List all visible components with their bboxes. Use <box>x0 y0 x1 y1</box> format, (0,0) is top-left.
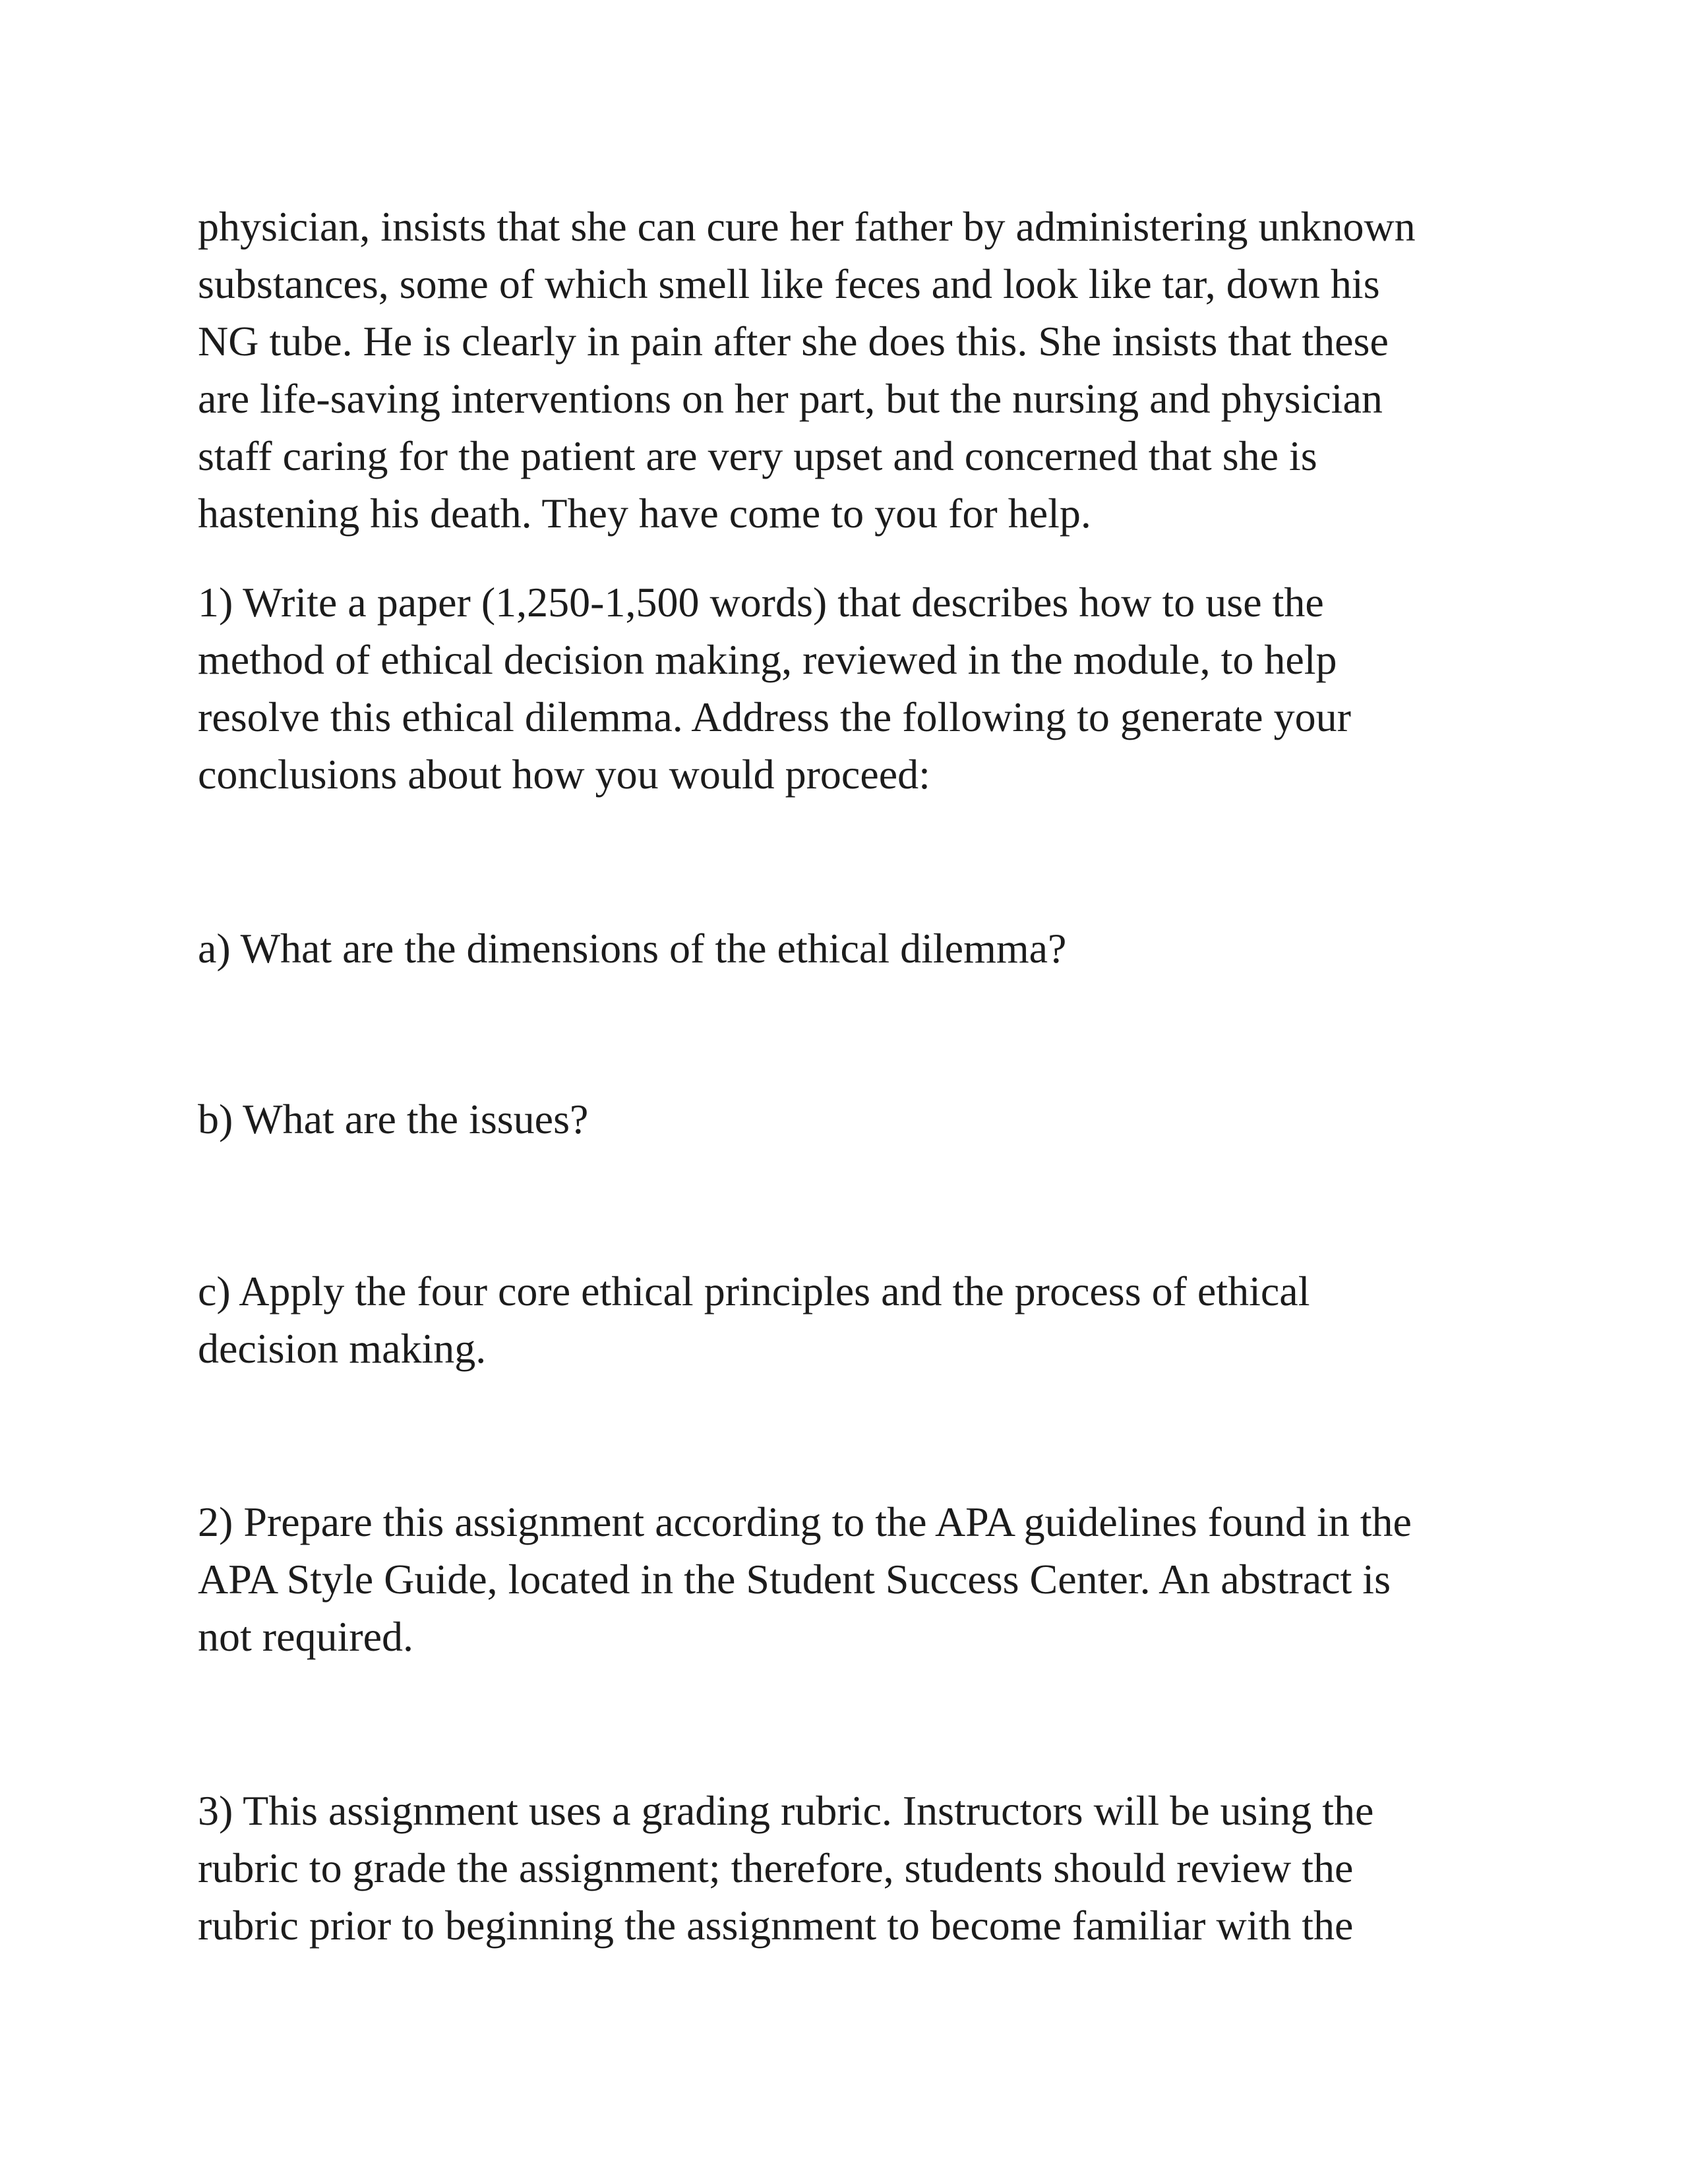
text-line: b) What are the issues? <box>198 1096 589 1142</box>
text-line: conclusions about how you would proceed: <box>198 751 930 798</box>
text-line: 1) Write a paper (1,250-1,500 words) that describes how to use the <box>198 579 1324 626</box>
text-line: rubric to grade the assignment; therefore, students should review the <box>198 1845 1354 1891</box>
text-line: 3) This assignment uses a grading rubric. Instructors will be using the <box>198 1787 1374 1834</box>
paragraph-item-1 <box>198 574 1503 803</box>
text-line: a) What are the dimensions of the ethical dilemma? <box>198 925 1067 972</box>
text-line: substances, some of which smell like feces and look like tar, down his <box>198 260 1380 307</box>
paragraph-item-3 <box>198 1782 1503 1954</box>
text-line: not required. <box>198 1613 413 1660</box>
text-line: 2) Prepare this assignment according to the APA guidelines found in the <box>198 1498 1412 1545</box>
paragraph-item-a <box>198 920 1503 977</box>
text-line: c) Apply the four core ethical principles and the process of ethical <box>198 1268 1310 1314</box>
paragraph-item-c <box>198 1262 1503 1377</box>
paragraph-item-b <box>198 1090 1503 1148</box>
text-line: are life-saving interventions on her part, but the nursing and physician <box>198 375 1383 422</box>
text-line: decision making. <box>198 1325 487 1372</box>
text-line: rubric prior to beginning the assignment to become familiar with the <box>198 1902 1354 1949</box>
text-line: physician, insists that she can cure her father by administering unknown <box>198 203 1416 250</box>
text-line: resolve this ethical dilemma. Address the following to generate your <box>198 694 1351 740</box>
text-line: method of ethical decision making, reviewed in the module, to help <box>198 636 1337 683</box>
paragraph-item-2 <box>198 1493 1503 1665</box>
text-line: hastening his death. They have come to you for help. <box>198 490 1091 537</box>
paragraph-intro <box>198 198 1503 542</box>
text-line: NG tube. He is clearly in pain after she does this. She insists that these <box>198 318 1389 365</box>
text-line: APA Style Guide, located in the Student Success Center. An abstract is <box>198 1556 1391 1603</box>
text-line: staff caring for the patient are very upset and concerned that she is <box>198 432 1317 479</box>
